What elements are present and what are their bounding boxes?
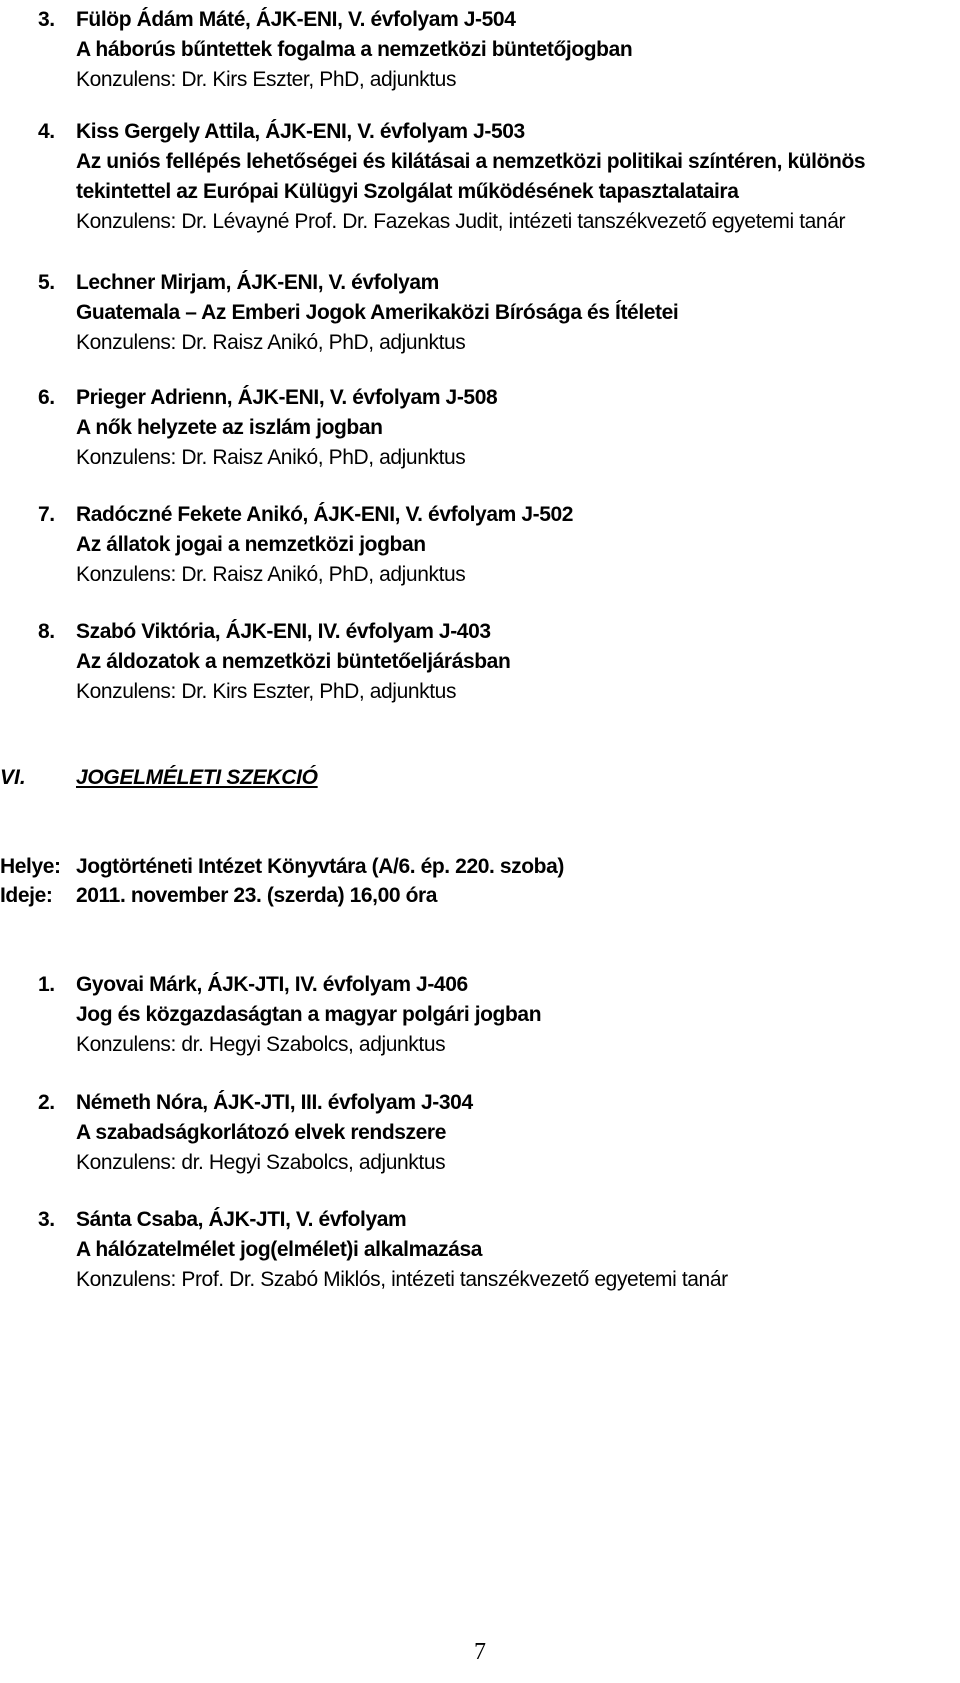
entry-consultant: Konzulens: Dr. Kirs Eszter, PhD, adjunktus bbox=[76, 680, 457, 703]
entry-b3 bbox=[38, 1205, 956, 1295]
page-number: 7 bbox=[474, 1639, 486, 1665]
section-heading bbox=[0, 763, 960, 793]
entry-number: 3. bbox=[38, 8, 55, 31]
entry-number: 5. bbox=[38, 271, 55, 294]
section-number: VI. bbox=[0, 766, 26, 789]
entry-3 bbox=[38, 5, 956, 95]
entry-number: 6. bbox=[38, 386, 55, 409]
time-label: Ideje: bbox=[0, 884, 53, 907]
entry-number: 4. bbox=[38, 120, 55, 143]
entry-topic: A nők helyzete az iszlám jogban bbox=[76, 416, 383, 439]
entry-author: Lechner Mirjam, ÁJK-ENI, V. évfolyam bbox=[76, 271, 439, 294]
entry-6 bbox=[38, 383, 956, 473]
section-title: JOGELMÉLETI SZEKCIÓ bbox=[76, 766, 318, 789]
entry-consultant: Konzulens: dr. Hegyi Szabolcs, adjunktus bbox=[76, 1033, 446, 1056]
entry-author: Szabó Viktória, ÁJK-ENI, IV. évfolyam J-403 bbox=[76, 620, 491, 643]
entry-author: Kiss Gergely Attila, ÁJK-ENI, V. évfolyam J-503 bbox=[76, 120, 525, 143]
entry-topic: Az áldozatok a nemzetközi büntetőeljárásban bbox=[76, 650, 511, 673]
entry-consultant: Konzulens: Dr. Lévayné Prof. Dr. Fazekas Judit, intézeti tanszékvezető egyetemi tanár bbox=[76, 210, 846, 233]
place-value: Jogtörténeti Intézet Könyvtára (A/6. ép. 220. szoba) bbox=[76, 855, 564, 878]
entry-consultant: Konzulens: Dr. Raisz Anikó, PhD, adjunktus bbox=[76, 563, 466, 586]
entry-8 bbox=[38, 617, 956, 707]
entry-author: Prieger Adrienn, ÁJK-ENI, V. évfolyam J-508 bbox=[76, 386, 498, 409]
entry-number: 2. bbox=[38, 1091, 55, 1114]
entry-topic: tekintettel az Európai Külügyi Szolgálat működésének tapasztalataira bbox=[76, 180, 739, 203]
place-label: Helye: bbox=[0, 855, 61, 878]
entry-b2 bbox=[38, 1088, 956, 1178]
entry-author: Sánta Csaba, ÁJK-JTI, V. évfolyam bbox=[76, 1208, 407, 1231]
place-row bbox=[0, 852, 960, 882]
entry-author: Gyovai Márk, ÁJK-JTI, IV. évfolyam J-406 bbox=[76, 973, 468, 996]
entry-author: Fülöp Ádám Máté, ÁJK-ENI, V. évfolyam J-504 bbox=[76, 8, 516, 31]
entry-number: 8. bbox=[38, 620, 55, 643]
entry-7 bbox=[38, 500, 956, 590]
entry-topic: A háborús bűntettek fogalma a nemzetközi büntetőjogban bbox=[76, 38, 633, 61]
entry-b1 bbox=[38, 970, 956, 1060]
entry-topic: A szabadságkorlátozó elvek rendszere bbox=[76, 1121, 446, 1144]
entry-number: 1. bbox=[38, 973, 55, 996]
entry-topic: Az állatok jogai a nemzetközi jogban bbox=[76, 533, 426, 556]
entry-consultant: Konzulens: Dr. Kirs Eszter, PhD, adjunktus bbox=[76, 68, 457, 91]
entry-consultant: Konzulens: Dr. Raisz Anikó, PhD, adjunktus bbox=[76, 331, 466, 354]
time-row bbox=[0, 881, 960, 911]
entry-topic: Guatemala – Az Emberi Jogok Amerikaközi Bírósága és Ítéletei bbox=[76, 301, 679, 324]
entry-consultant: Konzulens: Prof. Dr. Szabó Miklós, intézeti tanszékvezető egyetemi tanár bbox=[76, 1268, 728, 1291]
entry-5 bbox=[38, 268, 956, 358]
entry-number: 7. bbox=[38, 503, 55, 526]
entry-number: 3. bbox=[38, 1208, 55, 1231]
entry-author: Németh Nóra, ÁJK-JTI, III. évfolyam J-304 bbox=[76, 1091, 473, 1114]
entry-author: Radóczné Fekete Anikó, ÁJK-ENI, V. évfolyam J-502 bbox=[76, 503, 574, 526]
time-value: 2011. november 23. (szerda) 16,00 óra bbox=[76, 884, 438, 907]
entry-4 bbox=[38, 117, 956, 237]
entry-consultant: Konzulens: Dr. Raisz Anikó, PhD, adjunktus bbox=[76, 446, 466, 469]
entry-topic: Az uniós fellépés lehetőségei és kilátásai a nemzetközi politikai színtéren, különös bbox=[76, 150, 866, 173]
entry-topic: Jog és közgazdaságtan a magyar polgári jogban bbox=[76, 1003, 542, 1026]
entry-consultant: Konzulens: dr. Hegyi Szabolcs, adjunktus bbox=[76, 1151, 446, 1174]
entry-topic: A hálózatelmélet jog(elmélet)i alkalmazása bbox=[76, 1238, 483, 1261]
